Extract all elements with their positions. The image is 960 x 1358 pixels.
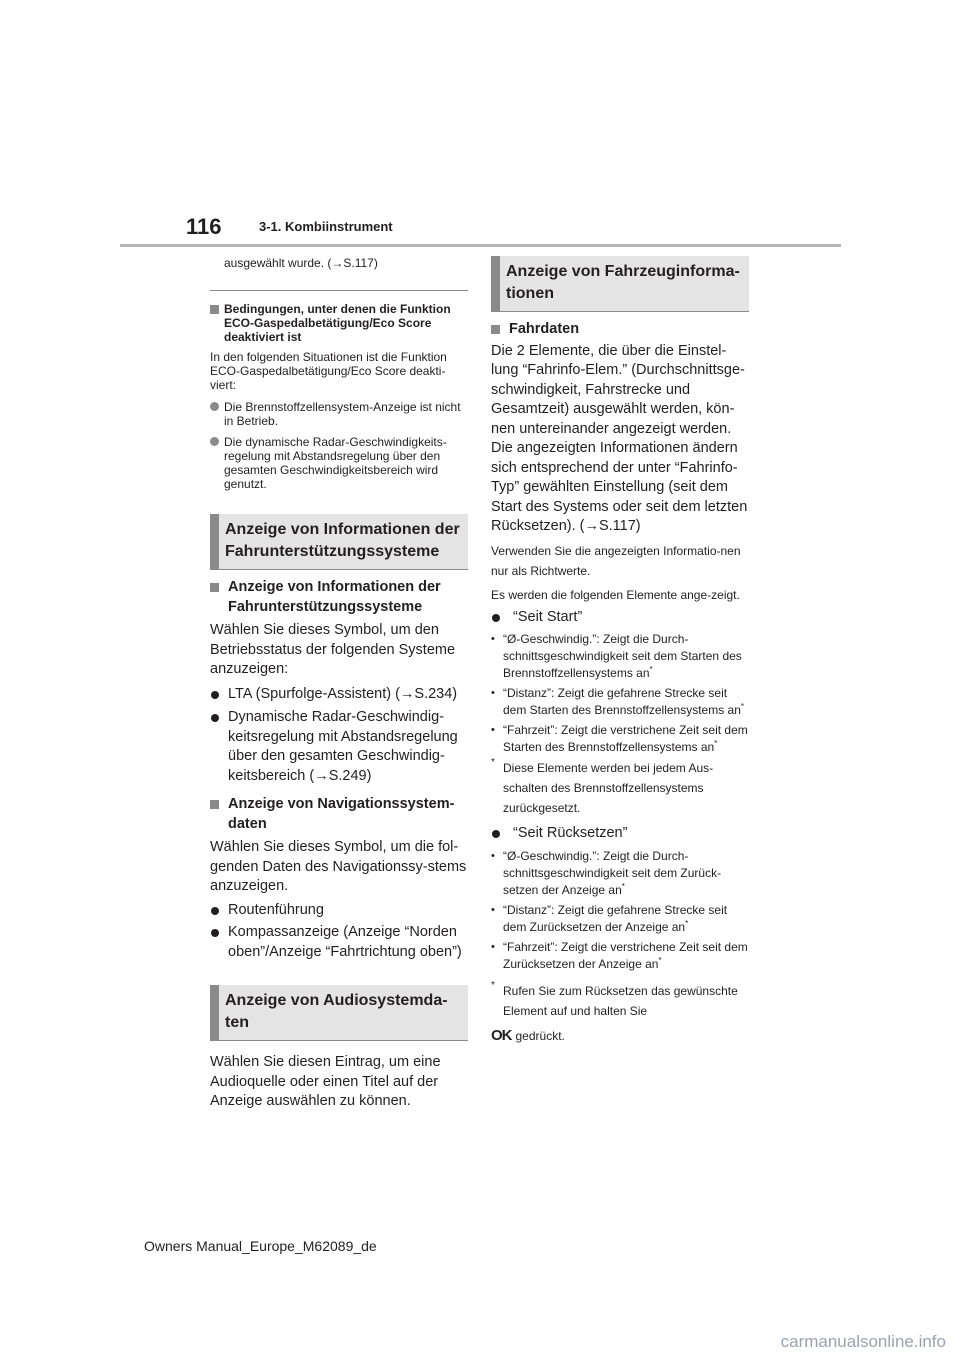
watermark: carmanualsonline.info — [780, 1332, 946, 1351]
asterisk: * — [491, 757, 495, 768]
asterisk: * — [621, 881, 625, 891]
eco-heading: Bedingungen, unter denen die Funktion ECO-Gaspedalbetätigung/Eco Score deaktiviert ist — [210, 302, 468, 344]
ok-line-text: gedrückt. — [515, 1028, 565, 1043]
footer-doc-id: Owners Manual_Europe_M62089_de — [144, 1238, 377, 1254]
seit-start-title: “Seit Start” — [491, 608, 749, 628]
seit-start-item-text: “Distanz”: Zeigt die gefahrene Strecke seit dem Starten des Brennstoffzellensystems an — [503, 686, 741, 717]
asterisk: * — [714, 739, 718, 748]
seit-reset-footnote — [491, 981, 749, 1021]
nav-text: Wählen Sie dieses Symbol, um die fol-genden Daten des Navigationssy-stems anzuzeigen. — [210, 839, 467, 894]
section-title: 3-1. Kombiinstrument — [259, 219, 393, 234]
fahrdaten-text: Die 2 Elemente, die über die Einstel-lung “Fahrinfo-Elem.” (Durchschnittsge-schwindigkeit, Fahrstrecke und Gesamtzeit) ausgewählt werden, kön-nen untereinander angezeigt werden. Die angezeigten Informationen ändern sich entsprechend der unter “Fahrinfo-Typ” gewählten Einstellung (seit dem Start des Systems oder seit dem letzten Rücksetzen). (→S.117) — [491, 342, 748, 534]
ok-line — [491, 1026, 749, 1044]
seit-reset-item-text: “Distanz”: Zeigt die gefahrene Strecke seit dem Zurücksetzen der Anzeige an — [503, 902, 728, 934]
assist-section-header: Anzeige von Informationen der Fahrunterstützungssysteme — [210, 514, 468, 570]
seit-reset-item — [491, 848, 749, 899]
nav-heading: Anzeige von Navigationssystem-daten — [210, 795, 468, 834]
asterisk: * — [491, 979, 495, 991]
eco-intro: In den folgenden Situationen ist die Funktion ECO-Gaspedalbetätigung/Eco Score deakti-viert: — [210, 350, 447, 392]
seit-reset-item-text: “Ø-Geschwindig.”: Zeigt die Durch-schnittsgeschwindigkeit seit dem Zurück-setzen der Anzeige an — [503, 848, 722, 897]
asterisk: * — [649, 665, 653, 674]
seit-start-item — [491, 685, 749, 719]
eco-bullet: Die Brennstoffzellensystem-Anzeige ist nicht in Betrieb. — [210, 400, 468, 428]
seit-start-item — [491, 631, 749, 682]
left-column — [210, 256, 468, 1112]
seit-reset-item-text: “Fahrzeit”: Zeigt die verstrichene Zeit seit dem Zurücksetzen der Anzeige an — [503, 939, 748, 971]
seit-start-item — [491, 722, 749, 756]
nav-bullet: Routenführung — [210, 901, 468, 921]
fahrdaten-heading: Fahrdaten — [491, 320, 749, 340]
audio-section-header: Anzeige von Audiosystemda-ten — [210, 985, 468, 1041]
audio-text: Wählen Sie diesen Eintrag, um eine Audioquelle oder einen Titel auf der Anzeige auswählen zu können. — [210, 1054, 441, 1109]
nav-bullet: Kompassanzeige (Anzeige “Norden oben”/Anzeige “Fahrtrichtung oben”) — [210, 923, 468, 962]
seit-reset-item — [491, 902, 749, 936]
seit-start-item-text: “Fahrzeit”: Zeigt die verstrichene Zeit seit dem Starten des Brennstoffzellensystems an — [503, 723, 748, 754]
seit-start-item-text: “Ø-Geschwindig.”: Zeigt die Durch-schnittsgeschwindigkeit seit dem Starten des Brennstoffzellensystems an — [503, 632, 742, 680]
seit-reset-item — [491, 939, 749, 973]
asterisk: * — [685, 918, 689, 928]
divider — [210, 290, 468, 291]
vehicle-info-section-header: Anzeige von Fahrzeuginforma-tionen — [491, 256, 749, 312]
asterisk: * — [658, 955, 662, 965]
fahrdaten-note: Es werden die folgenden Elemente ange-zeigt. — [491, 587, 740, 602]
seit-start-footnote-text: Diese Elemente werden bei jedem Aus-schalten des Brennstoffzellensystems zurückgesetzt. — [503, 761, 714, 815]
assist-text: Wählen Sie dieses Symbol, um den Betriebsstatus der folgenden Systeme anzuzeigen: — [210, 622, 456, 677]
assist-bullet: Dynamische Radar-Geschwindig-keitsregelung mit Abstandsregelung über den gesamten Geschwindig-keitsbereich (→S.249) — [210, 708, 468, 786]
right-column — [491, 256, 749, 1043]
seit-reset-footnote-text: Rufen Sie zum Rücksetzen das gewünschte Element auf und halten Sie — [503, 983, 738, 1018]
fahrdaten-note: Verwenden Sie die angezeigten Informatio-nen nur als Richtwerte. — [491, 543, 741, 578]
page-number: 116 — [186, 214, 222, 239]
ok-button-icon: OK — [491, 1026, 512, 1044]
assist-bullet: LTA (Spurfolge-Assistent) (→S.234) — [210, 685, 468, 705]
header-rule — [120, 244, 841, 247]
seit-reset-title: “Seit Rücksetzen” — [491, 824, 749, 844]
top-fragment: ausgewählt wurde. (→S.117) — [224, 256, 378, 270]
assist-heading: Anzeige von Informationen der Fahrunterstützungssysteme — [210, 578, 468, 617]
asterisk: * — [740, 702, 745, 711]
eco-bullet: Die dynamische Radar-Geschwindigkeits-regelung mit Abstandsregelung über den gesamten Geschwindigkeitsbereich wird genutzt. — [210, 435, 468, 491]
seit-start-footnote — [491, 758, 749, 818]
